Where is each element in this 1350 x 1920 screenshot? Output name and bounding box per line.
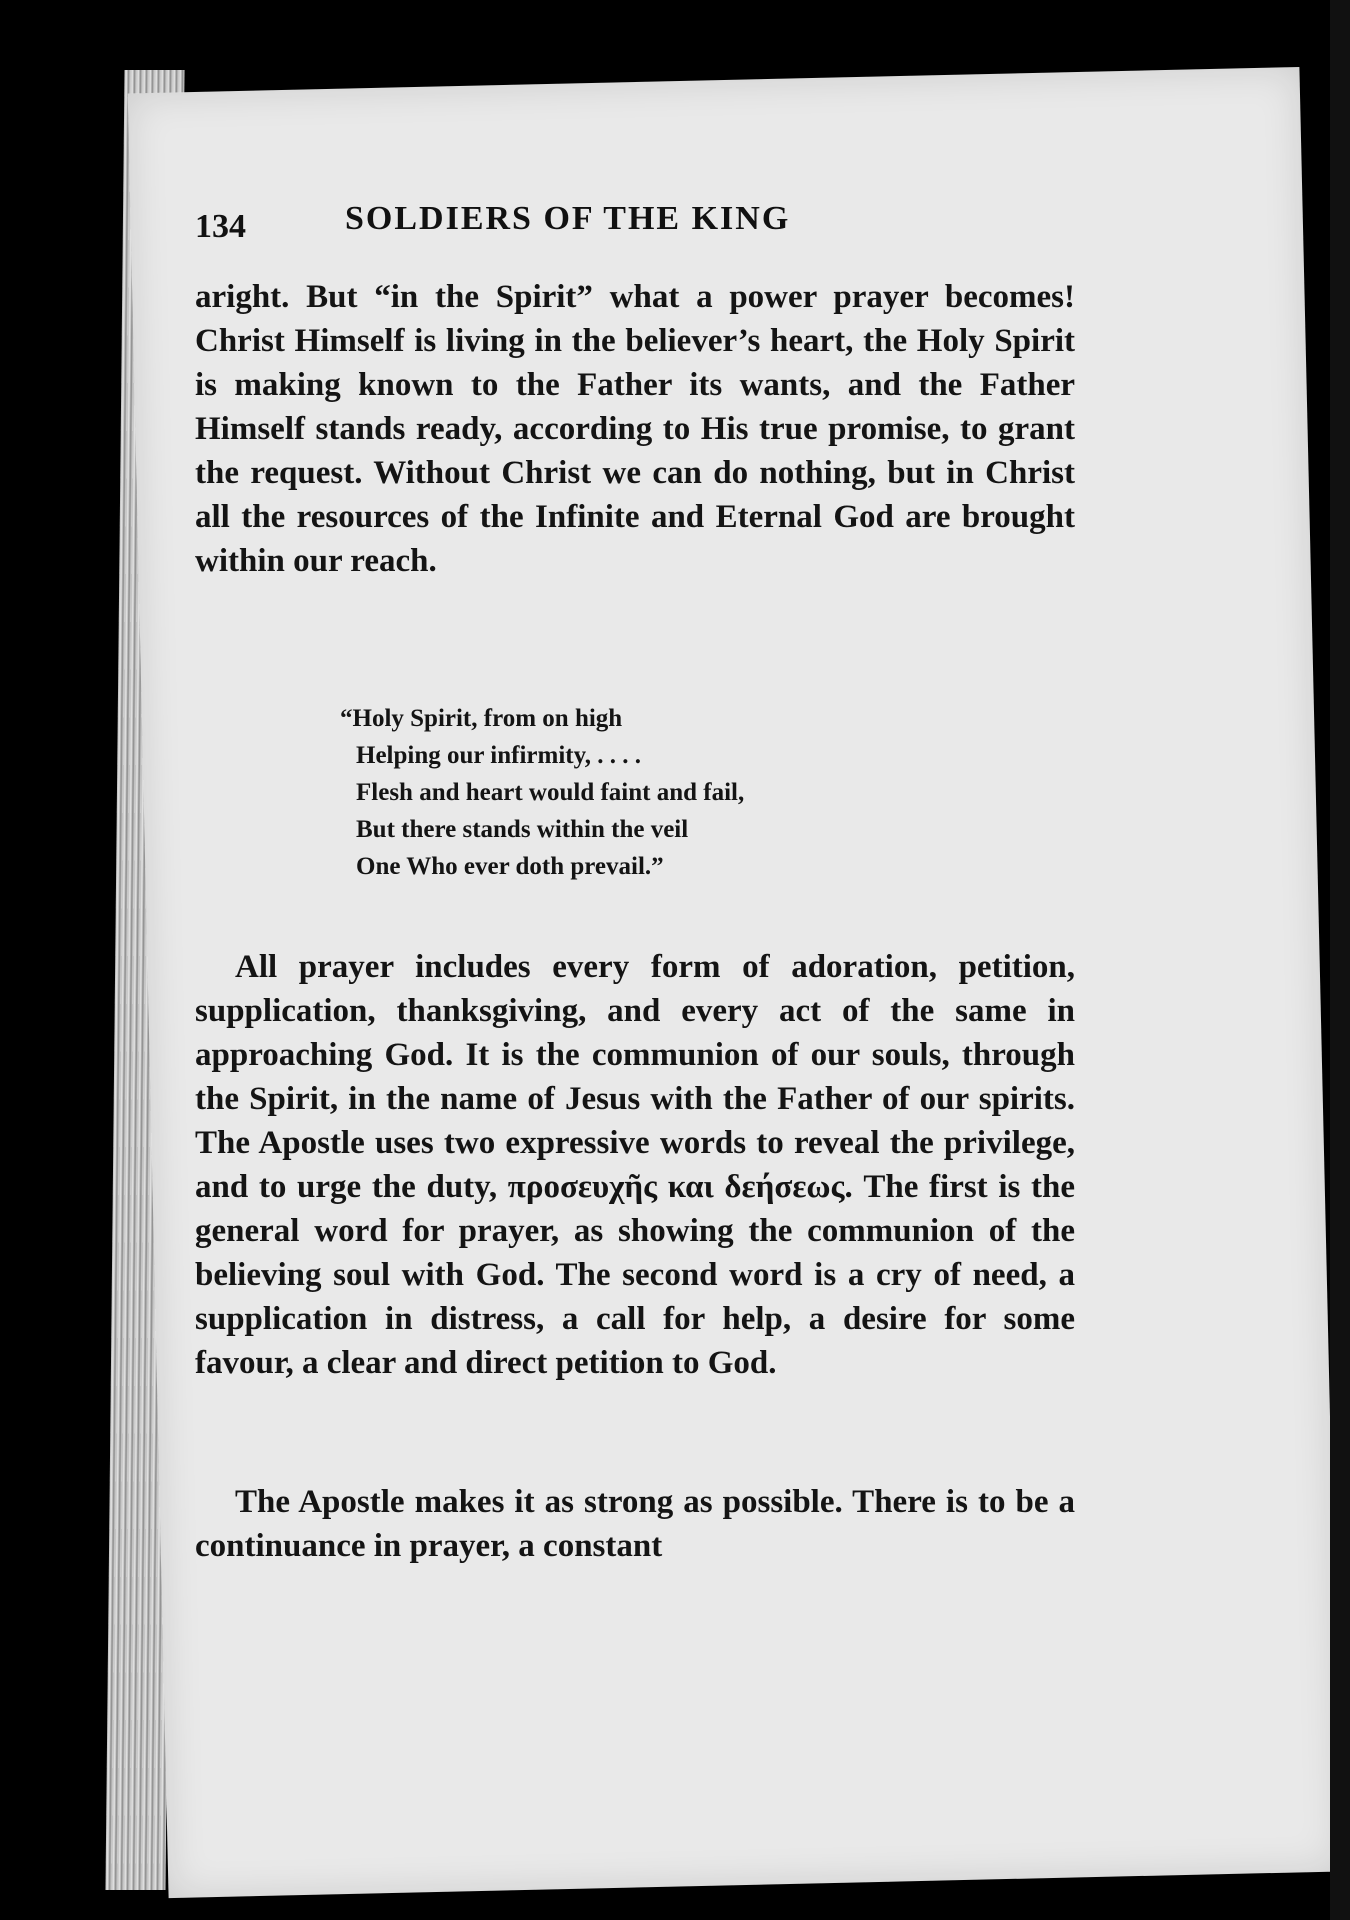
binding-edge [1330, 0, 1350, 1920]
paragraph-3: The Apostle makes it as strong as possible. There is to be a continuance in prayer, a constant [195, 1484, 1075, 1564]
hymn-line: But there stands within the veil [356, 816, 689, 843]
page-number: 134 [195, 208, 246, 245]
paragraph-2: All prayer includes every form of adoration, petition, supplication, thanksgiving, and every act of the same in approaching God. It is the communion of our souls, through the Spirit, in the name of Jesus with the Father of our spirits. The Apostle uses two expressive words to reveal the privilege, and to urge the duty, προσευχῆς και δεήσεως. The first is the general word for prayer, as showing the communion of the believing soul with God. The second word is a cry of need, a supplication in distress, a call for help, a desire for some favour, a clear and direct petition to God. [195, 949, 1075, 1381]
hymn-line: “Holy Spirit, from on high [340, 705, 623, 732]
paragraph-1: aright. But “in the Spirit” what a power prayer becomes! Christ Himself is living in the believer’s heart, the Holy Spirit is making known to the Father its wants, and the Father Himself stands ready, according to His true promise, to grant the request. Without Christ we can do nothing, but in Christ all the resources of the Infinite and Eternal God are brought within our reach. [195, 279, 1075, 579]
scanner-background [0, 0, 1350, 75]
hymn-line: One Who ever doth prevail.” [356, 853, 664, 880]
hymn-line: Helping our infirmity, . . . . [356, 742, 641, 769]
running-head: SOLDIERS OF THE KING [345, 200, 791, 237]
page-header [195, 200, 1075, 260]
quoted-hymn [340, 700, 900, 885]
hymn-line: Flesh and heart would faint and fail, [356, 779, 745, 806]
